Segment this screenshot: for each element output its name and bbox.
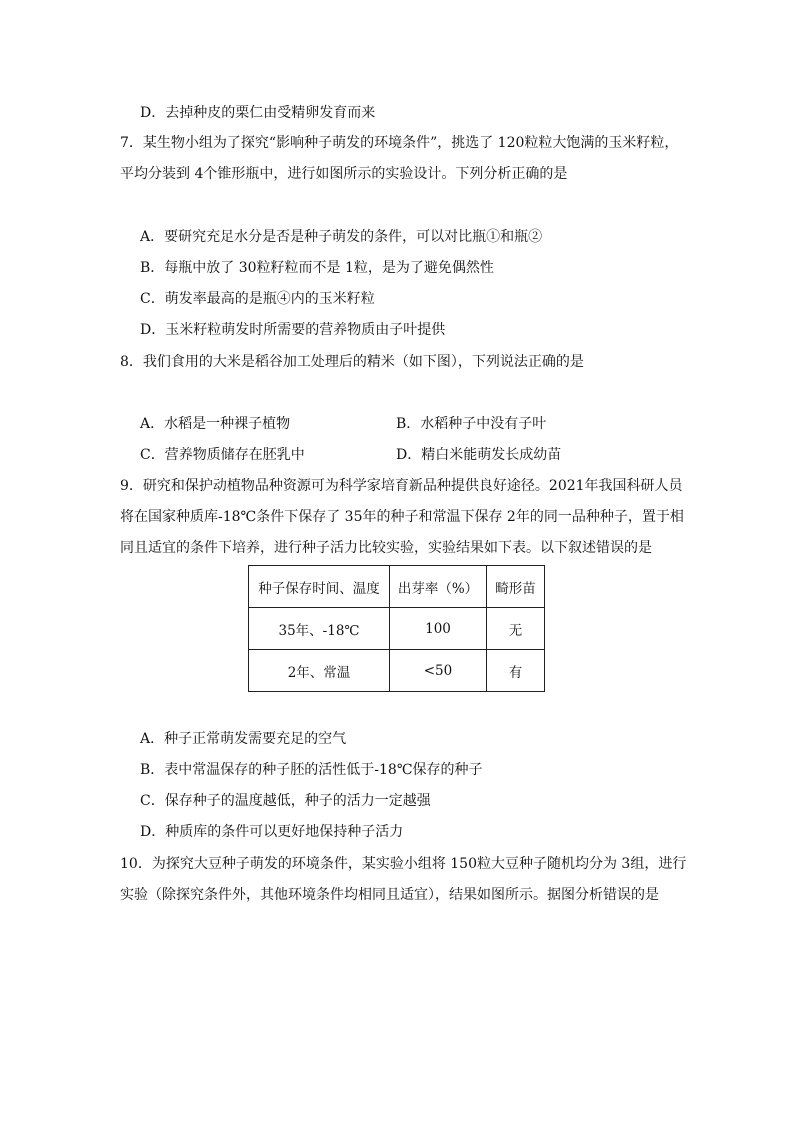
table-header-row [249,566,545,608]
q6-option-d: D．去掉种皮的栗仁由受精卵发育而来 [140,105,376,121]
q8-option-c: C．营养物质储存在胚乳中 [140,447,305,463]
table-row [249,650,545,692]
table-cell: <50 [390,650,487,692]
q7-stem-line2: 平均分装到 4个锥形瓶中，进行如图所示的实验设计。下列分析正确的是 [120,166,568,182]
q7-option-b: B．每瓶中放了 30粒籽粒而不是 1粒，是为了避免偶然性 [140,260,494,276]
table-cell: 有 [487,650,545,692]
q9-option-a: A．种子正常萌发需要充足的空气 [140,731,347,747]
table-header-cell: 出芽率（%） [390,566,487,608]
table-cell: 无 [487,608,545,650]
table-cell: 2年、常温 [249,650,390,692]
q9-option-b: B．表中常温保存的种子胚的活性低于-18℃保存的种子 [140,762,483,778]
q7-option-a: A．要研究充足水分是否是种子萌发的条件，可以对比瓶①和瓶② [140,229,543,245]
q10-stem-line1: 10．为探究大豆种子萌发的环境条件，某实验小组将 150粒大豆种子随机均分为 3组，进行 [120,856,687,872]
q9-result-table [248,565,545,692]
table-row [249,608,545,650]
q8-option-a: A．水稻是一种裸子植物 [140,416,291,432]
q9-stem-line3: 同且适宜的条件下培养，进行种子活力比较实验，实验结果如下表。以下叙述错误的是 [120,540,652,556]
q9-stem-line1: 9．研究和保护动植物品种资源可为科学家培育新品种提供良好途径。2021年我国科研人员 [120,478,683,494]
q8-option-d: D．精白米能萌发长成幼苗 [396,447,562,463]
q7-option-d: D．玉米籽粒萌发时所需要的营养物质由子叶提供 [140,322,446,338]
q8-option-b: B．水稻种子中没有子叶 [396,416,547,432]
q9-stem-line2: 将在国家种质库-18℃条件下保存了 35年的种子和常温下保存 2年的同一品种种子，置于相 [120,509,684,525]
q9-option-c: C．保存种子的温度越低，种子的活力一定越强 [140,793,431,809]
table-header-cell: 畸形苗 [487,566,545,608]
q10-stem-line2: 实验（除探究条件外，其他环境条件均相同且适宜），结果如图所示。据图分析错误的是 [120,887,659,903]
q9-option-d: D．种质库的条件可以更好地保持种子活力 [140,824,404,840]
q7-stem-line1: 7．某生物小组为了探究“影响种子萌发的环境条件”，挑选了 120粒粒大饱满的玉米籽粒， [120,135,679,151]
q8-stem-line1: 8．我们食用的大米是稻谷加工处理后的精米（如下图），下列说法正确的是 [120,354,584,370]
table-header-cell: 种子保存时间、温度 [249,566,390,608]
table-cell: 35年、-18℃ [249,608,390,650]
table-cell: 100 [390,608,487,650]
q7-option-c: C．萌发率最高的是瓶④内的玉米籽粒 [140,291,375,307]
